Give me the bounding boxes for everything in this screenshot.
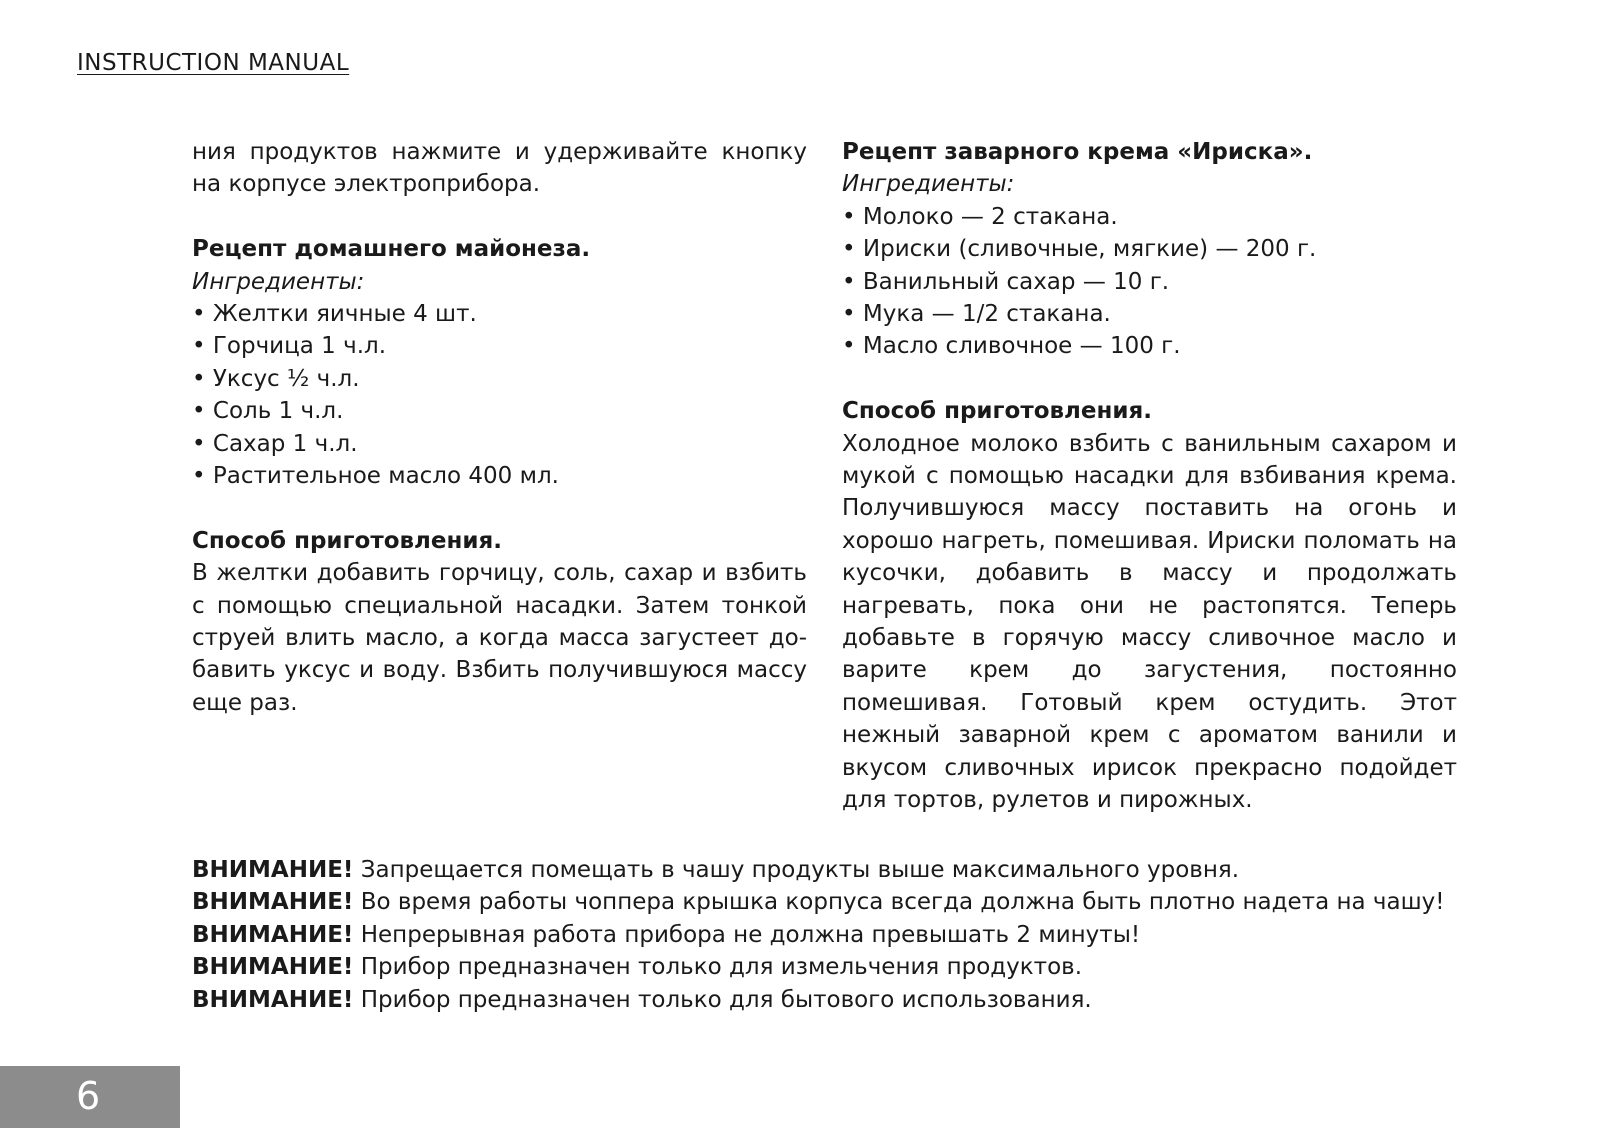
warning-text: Прибор предназначен только для измельчения продуктов. [360,954,1083,981]
warning-text: Запрещается помещать в чашу продукты выше максимального уровня. [360,857,1240,883]
mayonnaise-method-text: В желтки добавить горчицу, соль, сахар и взбить с помощью специальной насадки. Затем тонкой струей влить масло, а когда масса загустеет добавить уксус и воду. Взбить получившуюся массу еще раз. [192,560,807,716]
warning-label: ВНИМАНИЕ! [192,954,354,981]
right-column [842,136,1457,817]
list-item: • Уксус ½ ч.л. [192,363,807,395]
mayonnaise-ingredients-list [192,298,807,492]
mayonnaise-recipe-title: Рецепт домашнего майонеза. [192,236,591,263]
list-item: • Желтки яичные 4 шт. [192,298,807,330]
warning-text: Прибор предназначен только для бытового использования. [360,986,1092,1013]
page-header: INSTRUCTION MANUAL [77,50,350,76]
cream-recipe-title: Рецепт заварного крема «Ириска». [842,139,1313,165]
warning-label: ВНИМАНИЕ! [192,986,354,1013]
cream-ingredients-label: Ингредиенты: [842,171,1015,198]
list-item: • Сахар 1 ч.л. [192,428,807,460]
left-column [192,136,807,719]
list-item: • Мука — 1/2 стакана. [842,298,1457,330]
cream-method-title: Способ приготовления. [842,398,1153,425]
page-number: 6 [76,1074,101,1118]
list-item: • Ванильный сахар — 10 г. [842,266,1457,298]
intro-text: ния продуктов нажмите и удерживайте кнопку на корпусе электроприбора. [192,139,807,198]
warning-line [192,919,1444,951]
list-item: • Растительное масло 400 мл. [192,460,807,492]
list-item: • Молоко — 2 стакана. [842,201,1457,233]
list-item: • Ириски (сливочные, мягкие) — 200 г. [842,233,1457,265]
warning-line [192,984,1444,1016]
warning-line [192,951,1444,983]
cream-method-text: Холодное молоко взбить с ванильным сахаром и мукой с помощью насадки для взбивания крема. Получившуюся массу поставить на огонь и хорошо нагреть, помешивая. Ириски поломать на кусочки, добавить в массу и продолжать нагревать, пока они не растопятся. Теперь добавьте в горячую массу сливочное масло и варите крем до загустения, постоянно помешивая. Готовый крем остудить. Этот нежный заварной крем с ароматом ванили и вкусом сливочных ирисок прекрасно подойдет для тортов, рулетов и пирожных. [842,430,1457,814]
mayonnaise-ingredients-label: Ингредиенты: [192,268,365,295]
list-item: • Горчица 1 ч.л. [192,330,807,362]
list-item: • Соль 1 ч.л. [192,395,807,427]
warning-label: ВНИМАНИЕ! [192,857,354,883]
warning-label: ВНИМАНИЕ! [192,921,354,948]
warning-text: Непрерывная работа прибора не должна превышать 2 минуты! [360,921,1141,948]
cream-ingredients-list [842,201,1457,363]
warning-text: Во время работы чоппера крышка корпуса всегда должна быть плотно надета на чашу! [360,889,1445,916]
warning-line [192,854,1444,886]
mayonnaise-method-title: Способ приготовления. [192,527,503,554]
warning-line [192,886,1444,918]
list-item: • Масло сливочное — 100 г. [842,330,1457,362]
page-number-box [0,1066,180,1128]
warnings-block [192,854,1444,1016]
warning-label: ВНИМАНИЕ! [192,889,354,916]
